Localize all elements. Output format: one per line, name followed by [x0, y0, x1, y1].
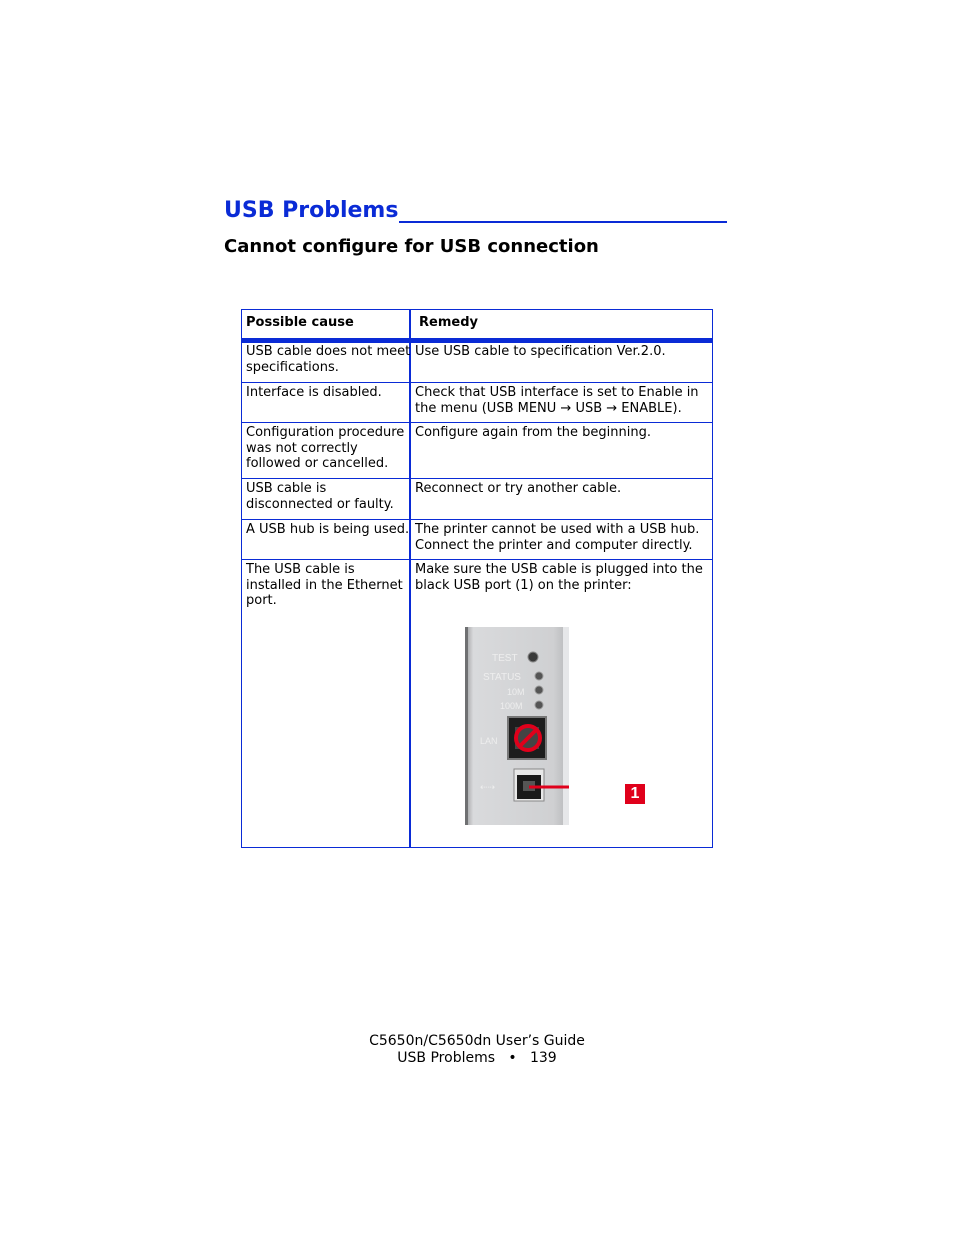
- header-remedy: Remedy: [419, 315, 478, 330]
- title-underline: [399, 221, 727, 223]
- ten-m-led-icon: [535, 686, 543, 694]
- test-label: TEST: [492, 653, 518, 664]
- cause-line: port.: [246, 593, 277, 609]
- footer-guide-title: C5650n/C5650dn User’s Guide: [369, 1033, 585, 1049]
- usb-symbol-icon: ⇠⇢: [480, 783, 496, 793]
- section-heading: [224, 196, 727, 224]
- troubleshooting-table: [241, 309, 713, 848]
- row-divider: [241, 559, 713, 560]
- table-row-remedy: [415, 481, 621, 497]
- cause-line: followed or cancelled.: [246, 456, 389, 472]
- cause-line: specifications.: [246, 359, 339, 375]
- status-label: STATUS: [483, 672, 521, 683]
- remedy-line: Reconnect or try another cable.: [415, 481, 622, 496]
- panel-edge: [465, 627, 468, 825]
- table-row-cause: [246, 425, 404, 472]
- remedy-line: Connect the printer and computer directly.: [415, 537, 693, 553]
- table-row-cause: [246, 562, 403, 609]
- cause-line: disconnected or faulty.: [246, 496, 394, 512]
- status-led-icon: [535, 672, 543, 680]
- remedy-line: the menu (USB MENU → USB → ENABLE).: [415, 400, 682, 416]
- hundred-m-label: 100M: [500, 701, 523, 711]
- table-row-remedy: [415, 344, 666, 360]
- cause-line: Interface is disabled.: [246, 385, 382, 400]
- table-row-cause: [246, 385, 382, 401]
- hundred-m-led-icon: [535, 701, 543, 709]
- remedy-line: Configure again from the beginning.: [415, 425, 651, 440]
- remedy-line: Make sure the USB cable is plugged into the: [415, 562, 703, 577]
- table-row-cause: [246, 522, 409, 538]
- section-title: USB Problems: [224, 198, 399, 223]
- footer-page-info: USB Problems • 139: [397, 1050, 557, 1066]
- column-divider: [409, 309, 411, 848]
- table-row-remedy: [415, 522, 699, 553]
- remedy-line: Check that USB interface is set to Enable in: [415, 385, 699, 400]
- remedy-line: black USB port (1) on the printer:: [415, 577, 632, 593]
- remedy-line: Use USB cable to specification Ver.2.0.: [415, 344, 666, 359]
- table-row-remedy: [415, 425, 651, 441]
- printer-port-illustration: [465, 627, 569, 825]
- lan-label: LAN: [480, 736, 498, 746]
- row-divider: [241, 382, 713, 383]
- callout-badge: 1: [625, 784, 645, 804]
- cause-line: USB cable does not meet: [246, 344, 411, 359]
- row-divider: [241, 478, 713, 479]
- table-row-cause: [246, 344, 410, 375]
- cause-line: USB cable is: [246, 481, 327, 496]
- cause-line: Configuration procedure: [246, 425, 405, 440]
- header-cause: Possible cause: [246, 315, 354, 330]
- test-button-icon: [528, 652, 538, 662]
- subsection-title: Cannot configure for USB connection: [224, 236, 599, 257]
- cause-line: A USB hub is being used.: [246, 522, 410, 537]
- row-divider: [241, 422, 713, 423]
- panel-edge: [563, 627, 569, 825]
- row-divider: [241, 519, 713, 520]
- table-row-remedy: [415, 385, 699, 416]
- cause-line: installed in the Ethernet: [246, 577, 403, 593]
- ten-m-label: 10M: [507, 687, 525, 697]
- cause-line: The USB cable is: [246, 562, 355, 577]
- table-row-cause: [246, 481, 394, 512]
- remedy-line: The printer cannot be used with a USB hub.: [415, 522, 700, 537]
- table-row-remedy: [415, 562, 703, 593]
- cause-line: was not correctly: [246, 440, 358, 456]
